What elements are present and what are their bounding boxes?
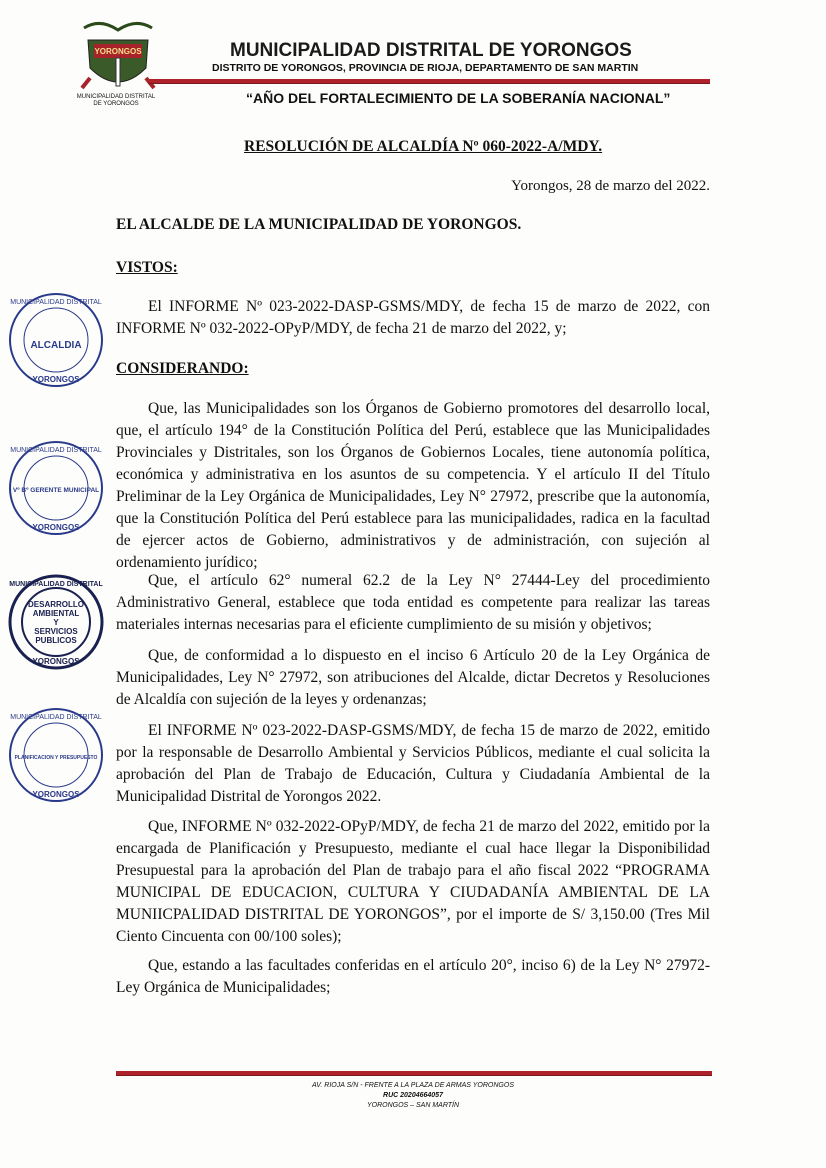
considerando-paragraph: Que, estando a las facultades conferidas en el artículo 20°, inciso 6) de la Ley N° 27972-Ley Orgánica de Municipalidades; (116, 957, 710, 996)
svg-text:MUNICIPALIDAD DISTRITAL: MUNICIPALIDAD DISTRITAL (9, 581, 103, 588)
svg-text:Vº Bº GERENTE MUNICIPAL: Vº Bº GERENTE MUNICIPAL (12, 487, 100, 494)
municipal-coat-of-arms-logo (80, 18, 156, 94)
svg-text:YORONGOS: YORONGOS (32, 790, 80, 799)
svg-text:YORONGOS: YORONGOS (32, 523, 80, 532)
desarrollo-ambiental-stamp (6, 572, 106, 672)
considerando-paragraph: Que, de conformidad a lo dispuesto en el inciso 6 Artículo 20 de la Ley Orgánica de Municipalidades, Ley N° 27972, son atribuciones del Alcalde, dictar Decretos y Resoluciones de Alcaldía con sujeción de la leyes y ordenanzas; (116, 647, 710, 708)
vistos-paragraph: El INFORME Nº 023-2022-DASP-GSMS/MDY, de fecha 15 de marzo de 2022, con INFORME Nº 032-2022-OPyP/MDY, de fecha 21 de marzo del 2022, y; (116, 298, 710, 337)
planificacion-presupuesto-stamp (6, 705, 106, 805)
footer-city: YORONGOS – SAN MARTÍN (366, 1102, 460, 1109)
considerando-paragraph: El INFORME Nº 023-2022-DASP-GSMS/MDY, de fecha 15 de marzo de 2022, emitido por la responsable de Desarrollo Ambiental y Servicios Públicos, mediante el cual solicita la aprobación del Plan de Trabajo de Educación, Cultura y Ciudadanía Ambiental de la Municipalidad Distrital de Yorongos 2022. (116, 722, 710, 805)
footer-address: AV. RIOJA S/N - FRENTE A LA PLAZA DE ARMAS YORONGOS (311, 1082, 514, 1089)
svg-text:MUNICIPALIDAD DISTRITAL: MUNICIPALIDAD DISTRITAL (10, 447, 102, 454)
svg-text:MUNICIPALIDAD DISTRITAL: MUNICIPALIDAD DISTRITAL (10, 299, 102, 306)
logo-text: YORONGOS (94, 47, 142, 56)
logo-caption: MUNICIPALIDAD DISTRITAL DE YORONGOS (76, 94, 156, 107)
svg-text:YORONGOS: YORONGOS (32, 657, 80, 666)
footer-divider (116, 1071, 712, 1076)
stamp-center-text: DESARROLLO AMBIENTAL Y SERVICIOS PUBLICOS (28, 599, 84, 645)
considerando-paragraph: Que, el artículo 62° numeral 62.2 de la Ley N° 27444-Ley del procedimiento Administrativo General, establece que toda entidad es competente para realizar las tareas materiales internas necesarias para el eficiente cumplimiento de su misión y objetivos; (116, 572, 710, 633)
institution-name: MUNICIPALIDAD DISTRITAL DE YORONGOS (230, 40, 632, 61)
issuer-heading: EL ALCALDE DE LA MUNICIPALIDAD DE YORONGOS. (116, 216, 522, 233)
gerente-municipal-stamp (6, 438, 106, 538)
header-divider (148, 79, 710, 84)
vistos-heading: VISTOS: (116, 259, 178, 276)
resolution-title: RESOLUCIÓN DE ALCALDÍA Nº 060-2022-A/MDY. (244, 138, 603, 155)
year-motto: “AÑO DEL FORTALECIMIENTO DE LA SOBERANÍA NACIONAL” (246, 90, 671, 106)
alcaldia-stamp (6, 290, 106, 390)
institution-subtitle: DISTRITO DE YORONGOS, PROVINCIA DE RIOJA, DEPARTAMENTO DE SAN MARTIN (212, 62, 639, 74)
svg-text:MUNICIPALIDAD DISTRITAL: MUNICIPALIDAD DISTRITAL (10, 714, 102, 721)
considerando-paragraph: Que, las Municipalidades son los Órganos de Gobierno promotores del desarrollo local, que, el artículo 194° de la Constitución Política del Perú, establece que las Municipalidades Provinciales y Distritales, son los Órganos de Gobiernos Locales, tiene autonomía política, económica y administrativa en los asuntos de su competencia. Y el artículo II del Título Preliminar de la Ley Orgánica de Municipalidades, Ley N° 27972, prescribe que la autonomía, que la Constitución Política del Perú establece para las municipalidades, radica en la facultad de ejercer actos de Gobierno, administrativos y de administración, con sujeción al ordenamiento jurídico; (116, 400, 710, 571)
considerando-heading: CONSIDERANDO: (116, 360, 249, 377)
considerando-paragraph: Que, INFORME Nº 032-2022-OPyP/MDY, de fecha 21 de marzo del 2022, emitido por la encargada de Planificación y Presupuesto, mediante el cual hace llegar la Disponibilidad Presupuestal para la aprobación del Plan de trabajo para el año fiscal 2022 “PROGRAMA MUNICIPAL DE EDUCACION, CULTURA Y CIUDADANÍA AMBIENTAL DE LA MUNIICPALIDAD DISTRITAL DE YORONGOS”, por el importe de S/ 3,150.00 (Tres Mil Ciento Cincuenta con 00/100 soles); (116, 818, 710, 945)
footer-ruc: RUC 20204664057 (383, 1092, 443, 1099)
resolution-date: Yorongos, 28 de marzo del 2022. (511, 178, 710, 194)
svg-text:ALCALDIA: ALCALDIA (30, 340, 82, 351)
svg-text:YORONGOS: YORONGOS (32, 375, 80, 384)
svg-text:PLANIFICACION Y PRESUPUESTO: PLANIFICACION Y PRESUPUESTO (14, 755, 98, 761)
